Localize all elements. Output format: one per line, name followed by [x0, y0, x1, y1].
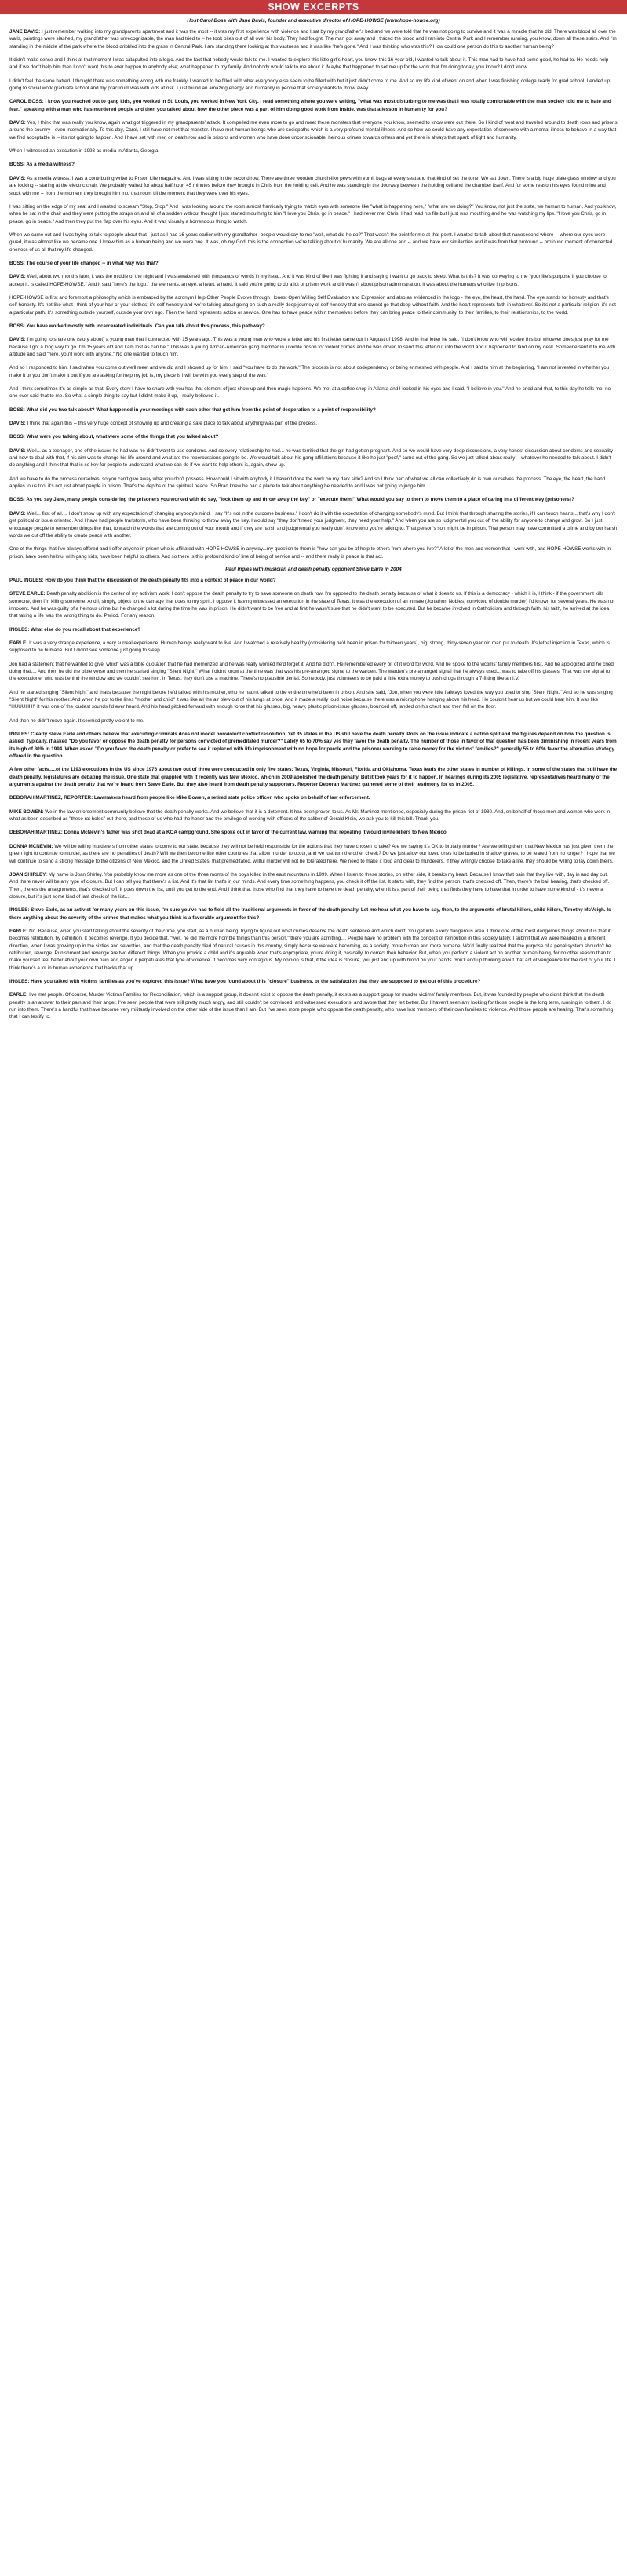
paragraph-text: I know you reached out to gang kids, you worked in St. Louis, you worked in New York City. I read something where you were writing, "what was most disturbing to me was that I was totally comfortable with the man society told me to hate and fear," speaking with a man who has murdered people and then you talked about how the other piece was a part of him doing good work from inside, was that a lesson in humanity for you?	[9, 99, 611, 112]
interview-paragraph	[9, 148, 618, 155]
paragraph-text: I think that again this -- this very huge concept of showing up and creating a safe place to talk about anything was part of the process.	[27, 421, 318, 427]
speaker-label: INGLES:	[9, 907, 30, 914]
paragraph-text: I'm going to share one (story about) a young man that I connected with 15 years ago. This was a young man who wrote a letter and his first letter came out in August of 1998. And in that letter he said, "I don't know who will receive this but whoever does just pray for me because I got a long way to go. I'm 15 years old and I am lost as can be." This was a young African-American gang member in juvenile prison for violent crimes and he was driven to send this letter out into the world and it happened to land on my desk. Someone sent it to me with attitude and said "here, you'll work with anyone." No one wanted to touch him.	[9, 337, 616, 357]
interview-paragraph	[9, 717, 618, 724]
interview-question	[9, 577, 618, 584]
speaker-label: BOSS:	[9, 260, 25, 266]
interview-paragraph	[9, 420, 618, 427]
header-banner	[0, 0, 627, 14]
paragraph-text: When we came out and I was trying to talk to people about that - just as I had 16 years earlier with my grandfather- people would say to me "well, what did he do?" That wasn't the point for me at that point. I wanted to talk about that nanosecond where -- where our eyes were glued, it was almost like we became one. I knew him as a human being and we were one. It was, oh my God, this is the connection we're talking about of humanity. We are all one and -- and we have our similarities and it was from that profound -- profound moment of connected oneness of us all that my life changed.	[9, 232, 613, 253]
paragraph-text: Yes, I think that was really you know, again what got triggered in my grandparents' attack. It compelled me even more to go and meet these monsters that everyone you know, seemed to know were out there. So I kind of went and traveled around to death rows and prisons around the country - even internationally. To this day, Carol, I still have not met that monster. I have met human beings who are sociopaths which is a very profound mental illness. And so how we could have any expectation of someone with a mental illness to behave in a way that we find acceptable is -- it's not going to happen. And I have sat with men on death row and in prisons and women who have done unconscionable, heinous crimes towards others and yet there is always that spark of light and humanity.	[9, 120, 618, 140]
paragraph-text: You have worked mostly with incarcerated individuals. Can you talk about this process, this pathway?	[26, 323, 265, 329]
paragraph-text: And so I responded to him. I said when you come out we'll meet and we did and I showed up for him. I said "you have to do the work." The process is not about codependency or being enmeshed with people. And I said to him at the beginning, "I am not invested in whether you make it or you don't make it but if you are asking for help my job is, my piece is I will be with you every step of the way."	[9, 365, 610, 378]
interview-paragraph	[9, 808, 618, 823]
paragraph-text: HOPE-HOWSE is first and foremost a philosophy which is embraced by the acronym Help Other People Evolve through Honest Open Willing Self Evaluation and Expression and also as evidenced in the logo - the eye, the heart, the hand. The eye stands for honesty and that's self honesty. It's not like what I think of your hair or your clothes; it's self honesty and we're talking about going on such a really deep journey of self honesty that one cannot go that deep without faith. And the heart represents faith in whatever. So it's not a particular religion, it's not a particular path. It's something outside yourself, outside your own ego. Then the hand represents action or service. One has to have peace within themselves before they can bring peace to their community, to their families, to their relationships, to the world.	[9, 294, 616, 316]
interview-paragraph	[9, 175, 618, 197]
paragraph-text: A few other facts.....of the 1193 executions in the US since 1976 about two out of three were conducted in only five states: Texas, Virginia, Missouri, Florida and Oklahoma. Texas leads the other states in number of killings. In some of the states that still have the death penalty, legislatures are debating the issue. One state that grappled with it recently was New Mexico, which in 2009 abolished the death penalty. But it took years for it to happen. In hearings during its 2005 legislative, representatives heard many of the arguments against the death penalty that we're heard from Steve Earle. But they also heard from death penalty supporters. Reporter Deborah Martinez gathered some of their testimony for us in 2005.	[9, 767, 618, 788]
paragraph-text: It was a very strange experience, a very surreal experience. Human beings really want to live. And I watched a relatively healthy (considering he'd been in prison for thirteen years), big, strong, thirty-seven year old man put to death. It's lethal injection in Texas, which is supposed to be humane. But I didn't see someone just going to sleep.	[9, 640, 610, 654]
paragraph-text: We in the law enforcement community believe that the death penalty works. And we believe that it is a deterrent. It has been proven to us. As Mr. Martinez mentioned, especially during the prison riot of 1980. And, on behalf of those men and women who work in what as been described as "these rat holes" out there, and those of us who had the honor and the privilege of working with officers of the caliber of Gerald Klein, we ask you to kill this bill. Thank you.	[9, 808, 611, 823]
paragraph-text: We will be telling murderers from other states to come to our state, because they will not be held responsible for the actions that they have chosen to take? Are we saying it's OK to brutally murder? Are we telling them that New Mexico has just given them the green light to continue to murder, as there are no penalties of death? Will we then become like other countries that allow murder to occur, and we just turn the other cheek? Do we just allow our loved ones to be buried in shallow graves, to be feared from no longer? I hope that we will continue to send a strong message to the citizens of New Mexico, and the United States, that premeditated, willful murder will not be tolerated here. We need to make it loud and clear to murderers. If they willingly choose to take a life, they should be willing to lay down theirs.	[9, 843, 615, 864]
interview-paragraph	[9, 510, 618, 539]
intro-line: Host Carol Boss with Jane Davis, founder and executive director of HOPE-HOWSE (www.hope-howse.org)	[187, 18, 440, 24]
paragraph-text: What were you talking about, what were some of the things that you talked about?	[26, 434, 219, 440]
speaker-label: DAVIS:	[9, 421, 26, 427]
paragraph-text: Donna McNevin's father was shot dead at a KOA campground. She spoke out in favor of the current law, warning that repealing it would invite killers to New Mexico.	[64, 830, 448, 836]
paragraph-text: Death penalty abolition is the center of my activism work. I don't oppose the death penalty to try to save someone on death row. I'm opposed to the death penalty because of what it does to us. If this is a democracy - which it is, I think - if the government kills someone, then I'm killing someone. And I, simply, object to the damage that does to my spirit. I oppose it having witnessed an execution in the state of Texas. It was the execution of an inmate (Jonathon Nobles, convicted of double murder) I'd known for several years. He was not innocent. And he was guilty of a heinous crime but he changed a lot during the time he was in prison. He didn't want to be free and at first he wasn't sure that he didn't want to be executed. But he became involved in Catholicism and through faith, his faith, he arrived at the idea that taking a life was the wrong thing to do. Period. For any reason.	[9, 591, 615, 619]
page-title: SHOW EXCERPTS	[268, 2, 359, 13]
interview-question	[9, 766, 618, 788]
speaker-label: EARLE:	[9, 928, 28, 934]
interview-paragraph	[9, 871, 618, 900]
paragraph-text: When I witnessed an execution in 1993 as media in Atlanta, Georgia.	[9, 148, 160, 155]
interview-paragraph	[9, 232, 618, 254]
paragraph-text: I was sitting on the edge of my seat and I wanted to scream "Stop, Stop." And I was looking around the room almost frantically trying to match eyes with someone like "what is happening here," "what are we doing?" You know, not just the state, we human to human. And you know, when he sat in the chair and they were putting the straps on and all of a sudden without thought I just started mouthing to him "I love you Chris, go in peace." I had never met Chris, I had read his file but I just was mouthing and he was watching my lips. "I love you Chris, go in peace, go in peace." And then they put the flap over his eyes. And it was visually a horrendous thing to watch.	[9, 203, 617, 224]
speaker-label: MIKE BOWEN:	[9, 808, 44, 815]
interview-question	[9, 496, 618, 503]
paragraph-text: Have you talked with victims families as you've explored this issue? What have you found about this "closure" business, or the satisfaction that they are supposed to get out of this procedure?	[31, 978, 481, 984]
speaker-label: DAVIS:	[9, 120, 26, 126]
speaker-label: DAVIS:	[9, 510, 26, 516]
interview-question	[9, 323, 618, 330]
interview-question	[9, 433, 618, 440]
speaker-label: PAUL INGLES:	[9, 577, 44, 583]
paragraph-text: What did you two talk about? What happened in your meetings with each other that got him from the point of desperation to a point of responsibility?	[26, 407, 376, 413]
interview-paragraph	[9, 590, 618, 619]
interview-paragraph	[9, 689, 618, 711]
paragraph-text: And I think sometimes it's as simple as that. Every story I have to share with you has that element of just show up and then magic happens. We met at a coffee shop in Atlanta and I looked in his eyes and I said, "I believe in you." And he cried and that, to this day he tells me, no one ever said that to me. So what a simple thing to say but I didn't make it up, I really believed it.	[9, 386, 611, 400]
paragraph-text: How do you think that the discussion of the death penalty fits into a context of peace in our world?	[45, 577, 276, 583]
paragraph-text: Steve Earle, as an activist for many years on this issue, I'm sure you've had to field all the traditional arguments in favor of the death penalty. Let me hear what you have to say, then, to the arguments of brutal killers, child killers, Timothy McVeigh. Is there anything about the severity of the crimes that makes what you think is a favorable argument for this?	[9, 907, 611, 921]
speaker-label: EARLE:	[9, 992, 28, 998]
interview-paragraph	[9, 294, 618, 316]
paragraph-text: Well... as a teenager, one of the issues he had was he didn't want to use condoms. And so every relationship he had... he was terrified that the girl had gotten pregnant. And so we would have very deep discussions, a very honest discussion about condoms and sexuality and how to deal with that, if his aim was to change his life around and what are the repercussions going to be. We would talk about his gang affiliations because it like he just "poof," came out of the gang. So we just talked about really -- whatever he needed to talk about. I didn't do anything and I think that that is so key for people to understand what we can do if we want to help others is, again, show up.	[9, 447, 613, 469]
interview-question	[9, 161, 618, 168]
paragraph-text: Jon had a statement that he wanted to give, which was a bible quotation that he had memorized and he was really worried he'd forget it. And he didn't. He remembered every bit of it word for word. And he spoke to the victims' family members first. And he apologized and he cried doing that.... And then he did the bible verse and then he started singing "Silent Night." What I didn't know at the time was that was his pre-arranged signal to the warden. The warden's pre-arranged signal that he always used... was to take off his glasses. That was the signal to the executioner who was behind the window and we couldn't see him. In Texas, they don't use a machine. There's no plausible denial. Somebody, just volunteers to be paid a little extra money to push drugs through a 7-fitting like an I.V.	[9, 661, 614, 682]
interview-paragraph	[9, 364, 618, 379]
speaker-label: DAVIS:	[9, 447, 26, 454]
speaker-label: BOSS:	[9, 162, 25, 168]
paragraph-text: And then he didn't move again. It seemed pretty violent to me.	[9, 717, 144, 724]
paragraph-text: The course of your life changed -- in what way was that?	[26, 260, 159, 266]
speaker-label: DONNA MCNEVIN:	[9, 843, 53, 849]
speaker-label: INGLES:	[9, 978, 30, 984]
speaker-label: DEBORAH MARTINEZ:	[9, 830, 63, 836]
article-body	[9, 28, 618, 1021]
speaker-label: CAROL BOSS:	[9, 99, 44, 105]
speaker-label: DAVIS:	[9, 337, 26, 343]
interview-paragraph	[9, 447, 618, 469]
speaker-label: DEBORAH MARTINEZ, REPORTER:	[9, 795, 93, 801]
speaker-label: DAVIS:	[9, 274, 26, 280]
interview-paragraph	[9, 640, 618, 655]
interview-paragraph	[9, 661, 618, 683]
speaker-label: DAVIS:	[9, 175, 26, 181]
paragraph-text: Clearly Steve Earle and others believe that executing criminals does not model nonviolent conflict resolution. Yet 35 states in the US still have the death penalty. Polls on the issue indicate a nation split and the figures depend on how the question is asked. Typically, if asked "Do you favor or oppose the death penalty for persons convicted of premeditated murder?" Lately 65 to 70% say yes they favor the death penalty. The number of those in favor of that question has been diminishing in recent years from its high of 80% in 1994. When asked "Do you favor the death penalty or prefer to see it replaced with life imprisonment with no hope for parole and the prisoner working to raise money for the victims' families?" generally 55 to 60% favor the alternative strategy offered in the question.	[9, 732, 617, 760]
interview-paragraph	[9, 545, 618, 560]
speaker-label: BOSS:	[9, 434, 25, 440]
page	[0, 0, 627, 1035]
interview-paragraph	[9, 843, 618, 865]
interview-question	[9, 794, 618, 801]
speaker-label: INGLES:	[9, 732, 30, 738]
paragraph-text: My name is Joan Shirley. You probably know me more as one of the three moms of the boys killed in the east mountains in 1999. When I listen to these stories, on either side, it breaks my heart. Because I know that pain that they live with, day in and day out. And there never will be any type of closure. But I can tell you that there's a list. And it's that list that's in our minds. And every time something happens, you check it off the list. It starts with, they find the person, that's checked off. Then, there's the bail hearing, that's checked off. Then, there's the arraignments; that's checked off. It goes down the list, until you get to the end. And I think that those who find that they have to have the death penalty, when it is a part of their being that finds they have to have that in order to have some kind of - it's never a closure, but it's just some kind of last check of the list....	[9, 871, 610, 899]
interview-question	[9, 626, 618, 633]
paragraph-text: No. Because, when you start talking about the severity of the crime, you start, as a human being, trying to figure out what crimes deserve the death sentence and which don't. You get into a very dangerous area. I think one of the most dangerous things about it is that it becomes retribution, by definition. It becomes revenge. If you decide that, "well, he did the more horrible things than this person," there you are admitting.... People have no problem with the concept of retribution in this society lately. I submit that we were headed in a different direction, when I was growing up in the sixties and seventies, and that the death penalty died of natural causes in this country, simply because we were becoming, as a society, more human and more humane. We'd finally realized that the purpose of a penal system shouldn't be retribution, revenge. Punishment and revenge are two different things. When you provide a child and it's arguable when that's appropriate, you're doing it, basically, to correct their behavior. But, when you perform a violent act on another human being, for no other reason than to make yourself feel better about your own pain and anger, it perpetuates that type of violence. It becomes very contagious. My opinion is that, if the idea is closure, you just end up with blood on your hands. You'll end up thinking about that act of vengeance for the rest of your life. I think there's a lot in human experience that backs that up.	[9, 928, 616, 971]
interview-question	[9, 978, 618, 985]
paragraph-text: It didn't make sense and I think at that moment I was catapulted into a logic. And the fact that nobody would talk to me. I wanted to explore this little girl's heart, you know, this 16 year old, I wanted to talk about it. This man had to have had some good, he had to. He needs help and if we don't help him then I don't want this to ever happen to anybody else; what happened to my family. And nobody would talk to me about it. Maybe that happened to set me up for the work that I'm doing today, you know? I don't know.	[9, 57, 609, 71]
paragraph-text: As a media witness. I was a contributing writer to Prison Life magazine. And I was sitting in the second row. There are three wooden church-like pews with vomit bags at every seat and that kind of set the tone. We sat down. There is a big huge plate-glass window and you are looking -- staring at the electric chair. We probably waited for about half hour, 45 minutes before they brought in Chris from the holding cell. And he was standing in the doorway between the holding cell and the chamber itself. And for some reason his eyes found mine and stuck with me -- from the moment they brought him into that room till the moment that they were over his eyes.	[9, 175, 616, 196]
interview-question	[9, 98, 618, 113]
interview-paragraph	[9, 385, 618, 400]
paragraph-text: Well, about two months later, it was the middle of the night and I was awakened with thousands of words in my head. And it was kind of like I was fighting it and saying I want to go back to sleep. What is this? It was conveying to me "your life's purpose if you choose to accept it, is called HOPE-HOWSE." And it said "here's the logo," the elements, an eye, a heart, a hand. It said you're going to do a lot of prison work and it wasn't about prison administration, it was about the humans who live in prisons.	[9, 274, 607, 287]
speaker-label: BOSS:	[9, 407, 25, 413]
interview-paragraph	[9, 991, 618, 1020]
interview-question	[9, 907, 618, 921]
paragraph-text: One of the things that I've always offered and I offer anyone in prison who is affiliated with HOPE-HOWSE in anyway...my question to them is "how can you be of help to others from where you live?" A lot of the men and women that I work with, and HOPE-HOWSE works with in prison, have been helpful with gang kids, have been helpful to others. And so there is this profound kind of line of being of service and -- and there really is peace in that act.	[9, 546, 611, 560]
paragraph-text: As a media witness?	[26, 162, 75, 168]
interview-paragraph	[9, 57, 618, 71]
interview-paragraph	[9, 476, 618, 491]
paragraph-text: And we have to do the process ourselves, so you can't give away what you don't possess. How could I sit with anybody if I haven't done the work on my dark side? And so I think part of what we all can collectively do is own ourselves the process. The eye, the heart, the hand applies to us too, it's not just about people in prison. That's the depths of the spiritual peace. So Brad knew he had a place to talk about anything he needed to and I was not going to judge him.	[9, 476, 606, 490]
interview-question	[9, 829, 618, 836]
speaker-label: JOAN SHIRLEY:	[9, 871, 47, 878]
paragraph-text: I've met people. Of course, Murder Victims Families for Reconciliation, which is a support group, it doesn't exist to oppose the death penalty, it exists as a support group for murder victims' family members. But, it was founded by people who didn't think that the death penalty is an answer to their pain and their anger. I've seen people that were still pretty much angry, and still couldn't be convinced, and witnessed executions, and swore that they felt better. But I haven't seen any looking for those people in the long term, running in to them. I do run into them. There's a handful that have become very militantly involved on the other side of the issue than I am. But I've seen more people who oppose the death penalty, who have lost members of their own families to violence. And those people are healing. That's something that I can testify to.	[9, 992, 614, 1020]
interview-paragraph	[9, 119, 618, 141]
interview-question	[9, 407, 618, 414]
speaker-label: INGLES:	[9, 626, 30, 633]
interview-paragraph	[9, 28, 618, 50]
speaker-label: BOSS:	[9, 497, 25, 503]
paragraph-text: I didn't feel the same hatred. I thought there was something wrong with me frankly. I wanted to be filled with what everybody else seem to be filled with but it just didn't come to me. And so my life kind of went on and when I was finishing college ready for grad school, I ended up going to social work graduate school and my practicum was with kids at risk. I just found an amazing energy and humanity in people that society wants to throw away.	[9, 78, 611, 92]
interview-paragraph	[9, 273, 618, 288]
speaker-label: STEVE EARLE:	[9, 591, 46, 597]
interview-paragraph	[9, 928, 618, 972]
speaker-label: JANE DAVIS:	[9, 29, 41, 35]
paragraph-text: Lawmakers heard from people like Mike Bowen, a retired state police officer, who spoke on behalf of law enforcement.	[93, 795, 370, 801]
paragraph-text: And he started singing "Silent Night" and that's because the night before he'd talked with his mother, who he hadn't talked to the entire time he'd been in prison. And she said, "Jon, when you were little I always loved the way you used to sing 'Silent Night.'" And so he was singing "Silent Night" for his mother. And when he got to the lines "mother and child" it was like all the air blew out of his lungs at once. And it made a really loud noise because there was a microphone hanging above his head. He couldn't hear us but we could hear him. It was like "HUUUHH!" It was one of the loudest sounds I'd ever heard. And his head pitched forward with enough force that his glasses, big, heavy, plastic prison-issue glasses, bounced off, landed on his chest and then fell on the floor.	[9, 689, 613, 710]
interview-question	[9, 731, 618, 760]
section-subheading: Paul Ingles with musician and death penalty opponent Steve Earle in 2004	[225, 566, 402, 572]
paragraph-text: As you say Jane, many people considering the prisoners you worked with do say, "lock them up and throw away the key" or "execute them!" What would you say to them to move them to a place of caring in a different way (prisoners)?	[26, 497, 574, 503]
speaker-label: EARLE:	[9, 640, 28, 646]
paragraph-text: What else do you recall about that experience?	[31, 626, 141, 633]
paragraph-text: I just remember walking into my grandparents apartment and it was the most -- it was my first experience with violence and I sat by my grandfather's bed and we were told that he was not going to survive and it was a miracle that he did. There was blood all over the walls, paintings were slashed, my grandfather was unrecognizable, the man had tried to -- he took bites out of all over his body. They had fought. The man got away and I traced the blood and I ran into Central Park and I remember running, you know, down all these stairs. And I'm standing in the middle of the park where the blood dribbled into the grass in Central Park. I am standing there looking at this vastness and it was like "he's gone." And I was thinking who was this? How could one person do this to another human being?	[9, 29, 617, 49]
interview-paragraph	[9, 203, 618, 225]
interview-question	[9, 260, 618, 267]
interview-paragraph	[9, 78, 618, 93]
speaker-label: BOSS:	[9, 323, 25, 329]
paragraph-text: Well... first of all.... I don't show up with any expectation of changing anybody's mind. I say "It's not in the outcome business." I don't do it with the expectation of changing somebody's mind. But I think that through sharing the stories, if I can touch hearts... that's why I don't get political or issue oriented. And I have had people transform, who have been thinking to throw away the key. I would say "they don't need your judgment, they need your help." And when you are so judgmental you cut off the ability for anyone to change and grow. So I just encourage people to remember things like that, to watch the words that are coming out of your mouth and if they are harsh and judgmental you really don't know who you're talking to. That person's son might be in prison. That person may have committed a crime and by our harsh words we cut off the ability to create peace with another.	[9, 510, 618, 538]
interview-paragraph	[9, 336, 618, 358]
